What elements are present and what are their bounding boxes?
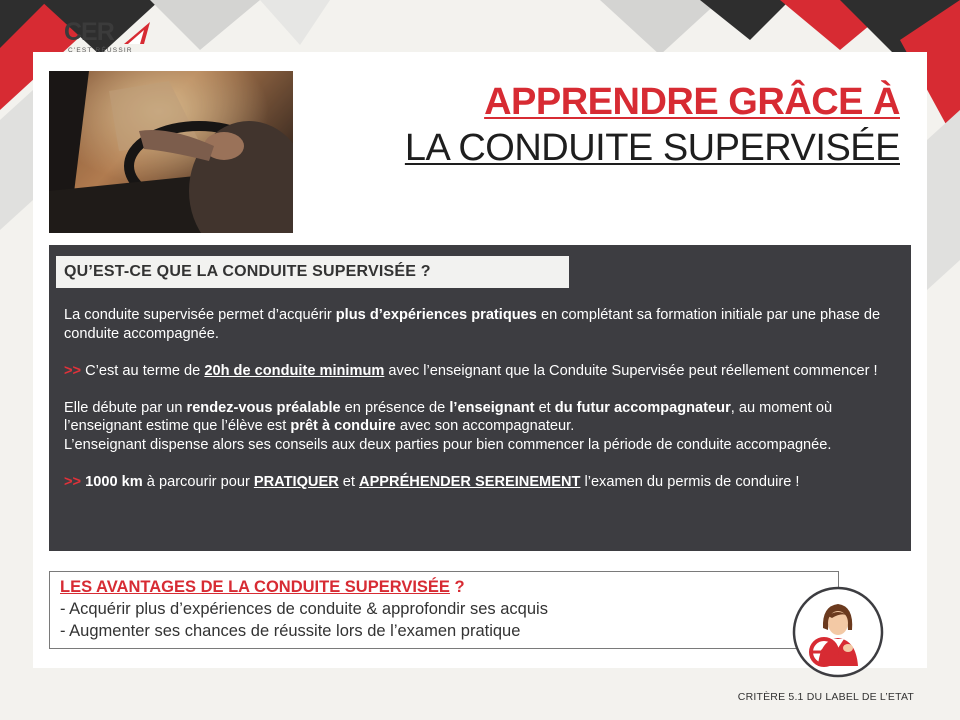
page-title: [405, 80, 900, 172]
text-run: avec l’enseignant que la Conduite Supervisée peut réellement commencer !: [384, 362, 878, 379]
text-run: , au moment où l’enseignant estime que l’élève est: [64, 399, 833, 434]
arrow-marker: >>: [64, 362, 82, 379]
text-run: en présence de: [340, 399, 450, 416]
text-bold: du futur accompagnateur: [554, 399, 731, 416]
text-run: l’examen du permis de conduire !: [580, 473, 800, 490]
text-run: en complétant sa formation initiale par une phase de conduite accompagnée.: [64, 307, 881, 342]
paragraph-1000km: [64, 473, 894, 492]
title-line2: LA CONDUITE SUPERVISÉE: [404, 127, 900, 169]
logo-tagline: C'EST RÉUSSIR: [68, 47, 133, 54]
text-run: Elle débute par un: [64, 399, 187, 416]
driver-avatar-icon: [792, 586, 884, 678]
advantage-item: - Augmenter ses chances de réussite lors de l’examen pratique: [60, 622, 521, 640]
text-run: La conduite supervisée permet d’acquérir: [64, 307, 336, 323]
paragraph-intro: [64, 306, 894, 343]
driving-photo: [49, 71, 293, 233]
advantage-item: - Acquérir plus d’expériences de conduite & approfondir ses acquis: [60, 600, 548, 618]
text-bold: 1000 km: [85, 473, 143, 490]
text-bold: prêt à conduire: [290, 418, 396, 434]
text-bold-underline: 20h de conduite minimum: [204, 362, 385, 379]
text-bold: plus d’expériences pratiques: [335, 307, 537, 323]
text-run: C’est au terme de: [81, 362, 205, 379]
paragraph-20h: [64, 362, 894, 381]
arrow-marker: >>: [64, 473, 82, 490]
text-bold-underline: APPRÉHENDER SEREINEMENT: [359, 473, 581, 490]
definition-heading: QU’EST-CE QUE LA CONDUITE SUPERVISÉE ?: [56, 256, 569, 288]
text-bold: rendez-vous préalable: [186, 399, 341, 416]
advantages-title: LES AVANTAGES DE LA CONDUITE SUPERVISÉE: [60, 578, 450, 596]
logo-text: CER: [64, 18, 114, 46]
text-bold: l’enseignant: [449, 399, 535, 416]
advantages-box: [49, 571, 839, 649]
cer-logo: [64, 20, 154, 56]
text-run: et: [534, 399, 555, 416]
text-run: avec son accompagnateur.: [395, 418, 575, 434]
paragraph-rendezvous: [64, 399, 894, 455]
definition-text: [64, 306, 894, 510]
text-run: et: [338, 473, 360, 490]
title-line1: APPRENDRE GRÂCE À: [484, 81, 900, 123]
logo-arrow-icon: [124, 22, 150, 44]
advantages-question-mark: ?: [449, 578, 465, 596]
footer-criterion: CRITÈRE 5.1 DU LABEL DE L’ETAT: [737, 691, 914, 703]
text-run: L’enseignant dispense alors ses conseils aux deux parties pour bien commencer la période de conduite accompagnée.: [64, 436, 832, 453]
text-bold-underline: PRATIQUER: [253, 473, 339, 490]
text-run: à parcourir pour: [142, 473, 254, 490]
advantages-heading: [60, 576, 838, 598]
